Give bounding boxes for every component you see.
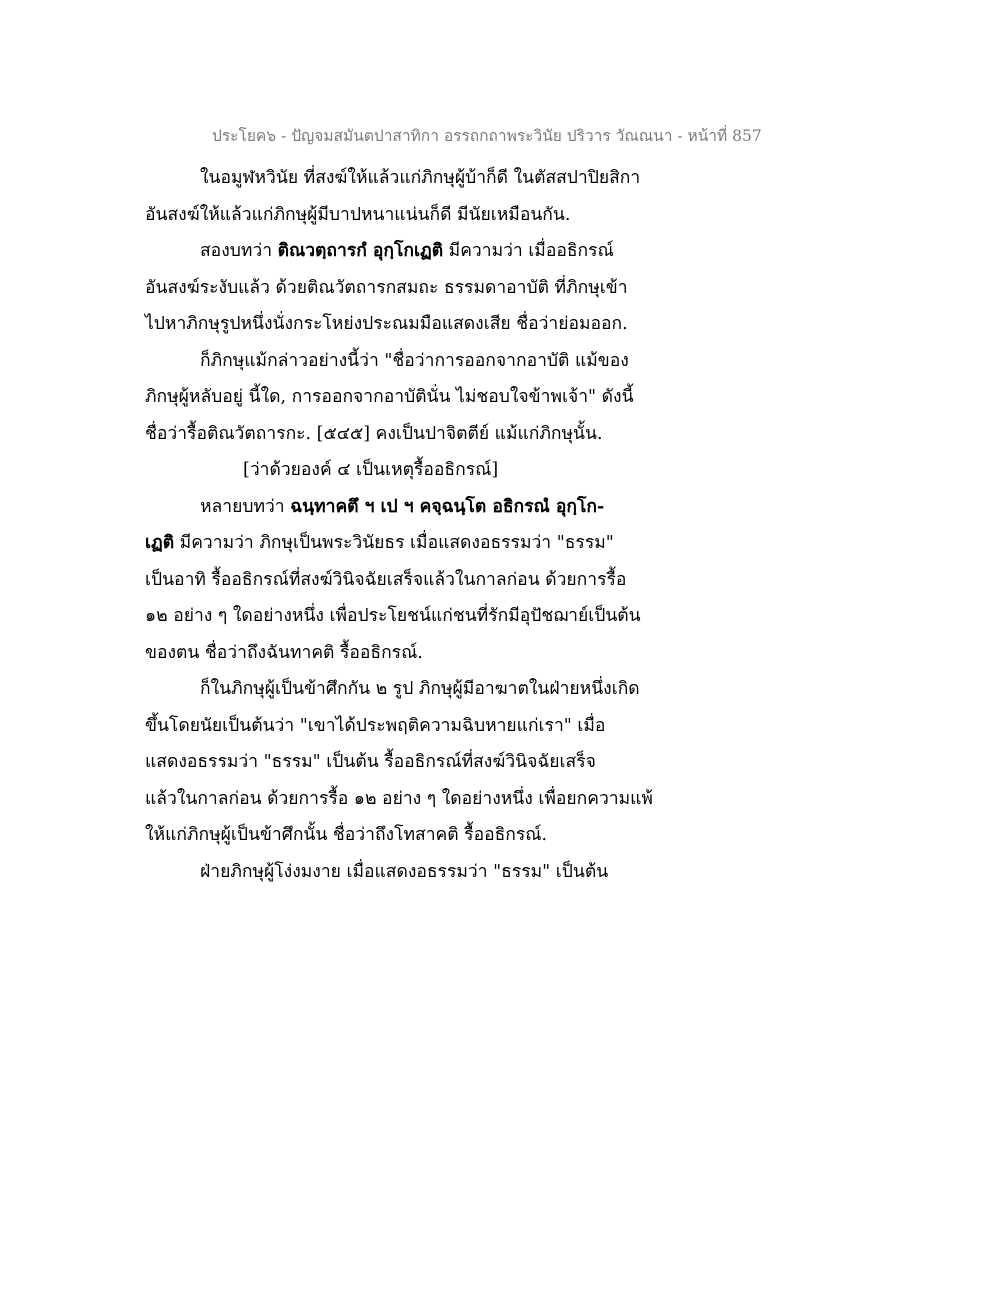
pali-term: ฉนฺทาคตึ ฯ เป ฯ คจฺฉนฺโต อธิกรณํ อุกฺโก- [290, 496, 605, 517]
text-line [145, 270, 735, 307]
text-segment: เป็นอาทิ รื้ออธิกรณ์ที่สงฆ์วินิจฉัยเสร็จแล้วในกาลก่อน ด้วยการรื้อ [145, 569, 627, 590]
text-segment: มีความว่า เมื่ออธิกรณ์ [443, 241, 614, 261]
text-segment: หลายบทว่า [200, 496, 291, 517]
text-line [145, 708, 735, 745]
text-segment: ในอมูฬหวินัย ที่สงฆ์ให้แล้วแก่ภิกษุผู้บ้าก็ดี ในตัสสปาปิยสิกา [200, 168, 641, 188]
text-segment: ฝ่ายภิกษุผู้โง่งมงาย เมื่อแสดงอธรรมว่า "ธรรม" เป็นต้น [200, 861, 609, 882]
text-line [145, 525, 735, 562]
text-segment: [ว่าด้วยองค์ ๔ เป็นเหตุรื้ออธิกรณ์] [243, 460, 499, 480]
text-segment: ๑๒ อย่าง ๆ ใดอย่างหนึ่ง เพื่อประโยชน์แก่ชนที่รักมีอุปัชฌาย์เป็นต้น [145, 606, 641, 626]
text-line [145, 343, 735, 380]
text-line [145, 671, 735, 708]
text-segment: ให้แก่ภิกษุผู้เป็นข้าศึกนั้น ชื่อว่าถึงโทสาคติ รื้ออธิกรณ์. [145, 825, 548, 845]
text-segment: อันสงฆ์ระงับแล้ว ด้วยติณวัตถารกสมถะ ธรรมดาอาบัติ ที่ภิกษุเข้า [145, 277, 628, 298]
text-line [145, 854, 735, 891]
text-segment: ไปหาภิกษุรูปหนึ่งนั่งกระโหย่งประณมมือแสดงเสีย ชื่อว่าย่อมออก. [145, 314, 628, 334]
text-segment: ของตน ชื่อว่าถึงฉันทาคติ รื้ออธิกรณ์. [145, 642, 423, 663]
text-segment: สองบทว่า [200, 241, 278, 261]
text-line [145, 197, 735, 234]
text-segment: ก็ในภิกษุผู้เป็นข้าศึกกัน ๒ รูป ภิกษุผู้มีอาฆาตในฝ่ายหนึ่งเกิด [200, 679, 640, 699]
text-segment: แล้วในกาลก่อน ด้วยการรื้อ ๑๒ อย่าง ๆ ใดอย่างหนึ่ง เพื่อยกความแพ้ [145, 788, 653, 809]
text-segment: แสดงอธรรมว่า "ธรรม" เป็นต้น รื้ออธิกรณ์ที่สงฆ์วินิจฉัยเสร็จ [145, 752, 596, 772]
text-segment: อันสงฆ์ให้แล้วแก่ภิกษุผู้มีบาปหนาแน่นก็ดี มีนัยเหมือนกัน. [145, 204, 571, 225]
text-line [145, 598, 735, 635]
text-line [145, 306, 735, 343]
text-segment: มีความว่า ภิกษุเป็นพระวินัยธร เมื่อแสดงอธรรมว่า "ธรรม" [174, 533, 614, 553]
text-line [145, 489, 735, 526]
text-segment: ชื่อว่ารื้อติณวัตถารกะ. [๕๔๕] คงเป็นปาจิตตีย์ แม้แก่ภิกษุนั้น. [145, 423, 603, 444]
text-line [145, 744, 735, 781]
text-line [145, 233, 735, 270]
text-line [145, 817, 735, 854]
section-heading [145, 452, 735, 489]
text-line [145, 562, 735, 599]
text-segment: ขึ้นโดยนัยเป็นต้นว่า "เขาได้ประพฤติความฉิบหายแก่เรา" เมื่อ [145, 715, 606, 736]
running-header: ประโยค๖ - ปัญจมสมันตปาสาทิกา อรรถกถาพระวินัย ปริวาร วัณณนา - หน้าที่ 857 [212, 127, 762, 145]
body-text [145, 160, 735, 890]
text-line [145, 781, 735, 818]
pali-term: เฏติ [145, 533, 175, 553]
text-segment: ก็ภิกษุแม้กล่าวอย่างนี้ว่า "ชื่อว่าการออกจากอาบัติ แม้ของ [200, 350, 629, 371]
text-line [145, 416, 735, 453]
pali-term: ติณวตฺถารกํ อุกฺโกเฏติ [277, 241, 444, 261]
text-line [145, 635, 735, 672]
text-segment: ภิกษุผู้หลับอยู่ นี้ใด, การออกจากอาบัตินั่น ไม่ชอบใจข้าพเจ้า" ดังนี้ [145, 387, 634, 407]
text-line [145, 379, 735, 416]
text-line [145, 160, 735, 197]
